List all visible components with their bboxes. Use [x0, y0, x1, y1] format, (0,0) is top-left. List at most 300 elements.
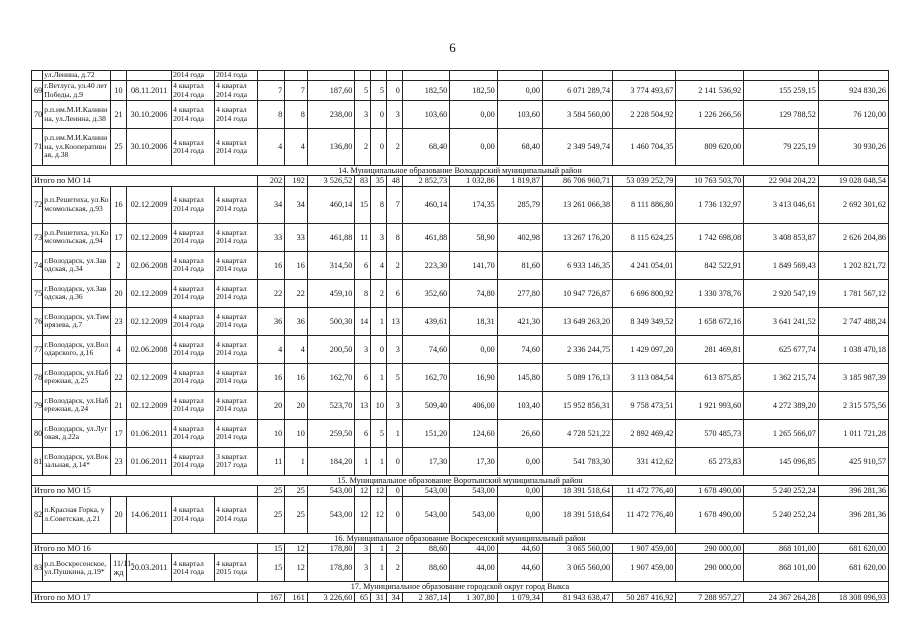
value-cell: 162,70 [402, 363, 449, 391]
row-number-cell: 82 [32, 496, 43, 533]
section-heading-row [32, 475, 889, 485]
value-cell: 141,70 [450, 251, 497, 279]
section-title: 17. Муниципальное образование городской округ город Выкса [32, 582, 889, 592]
value-cell: 10 [285, 419, 308, 447]
value-cell: 461,88 [307, 223, 354, 251]
value-cell: 543,00 [402, 496, 449, 533]
section-title: 14. Муниципальное образование Володарский муниципальный район [32, 166, 889, 176]
value-cell: 5 [371, 419, 387, 447]
plan-end-cell: 3 квартал 2017 года [215, 447, 258, 475]
value-cell: 10 947 726,87 [542, 279, 612, 307]
total-value-cell: 12 [371, 486, 387, 496]
value-cell: 74,60 [497, 335, 542, 363]
value-cell: 22 [258, 279, 285, 307]
doc-number-cell: 21 [111, 391, 127, 419]
section-heading-row [32, 166, 889, 176]
plan-end-cell: 4 квартал 2014 года [215, 129, 258, 166]
value-cell: 0 [371, 101, 387, 129]
value-cell [258, 71, 285, 81]
value-cell: 2 [355, 129, 371, 166]
value-cell: 13 649 263,20 [542, 307, 612, 335]
value-cell: 277,80 [497, 279, 542, 307]
plan-end-cell: 4 квартал 2014 года [215, 496, 258, 533]
total-value-cell: 7 288 957,27 [676, 592, 744, 602]
table-row [32, 129, 889, 166]
value-cell: 3 113 084,54 [613, 363, 676, 391]
table-row [32, 71, 889, 81]
value-cell: 439,61 [402, 307, 449, 335]
value-cell: 523,70 [307, 391, 354, 419]
value-cell: 44,00 [450, 554, 497, 582]
address-cell: г.Володарск, ул.Вокзальная, д.14* [43, 447, 111, 475]
value-cell: 6 [355, 251, 371, 279]
value-cell: 4 [258, 129, 285, 166]
value-cell: 30 930,26 [818, 129, 888, 166]
doc-number-cell: 23 [111, 447, 127, 475]
address-cell: р.п.им.М.И.Калинина, ул.Кооперативная, д.38 [43, 129, 111, 166]
value-cell: 184,20 [307, 447, 354, 475]
value-cell: 0 [386, 81, 402, 101]
value-cell: 0,00 [450, 129, 497, 166]
total-value-cell: 543,00 [450, 486, 497, 496]
doc-date-cell: 30.10.2006 [126, 129, 171, 166]
table-row [32, 363, 889, 391]
value-cell: 2 315 575,56 [818, 391, 888, 419]
value-cell: 1 [371, 363, 387, 391]
doc-date-cell: 02.12.2009 [126, 223, 171, 251]
total-value-cell: 2 [386, 544, 402, 554]
value-cell: 1 265 566,07 [744, 419, 819, 447]
plan-end-cell: 4 квартал 2014 года [215, 251, 258, 279]
value-cell: 290 000,00 [676, 554, 744, 582]
total-value-cell: 19 028 048,54 [818, 176, 888, 186]
value-cell: 10 [371, 391, 387, 419]
value-cell: 2 747 488,24 [818, 307, 888, 335]
row-number-cell: 73 [32, 223, 43, 251]
value-cell: 1 [371, 307, 387, 335]
table-row [32, 391, 889, 419]
plan-start-cell: 4 квартал 2014 года [172, 496, 215, 533]
value-cell: 129 788,52 [744, 101, 819, 129]
total-value-cell: 396 281,36 [818, 486, 888, 496]
row-number-cell: 71 [32, 129, 43, 166]
total-value-cell: 5 240 252,24 [744, 486, 819, 496]
total-value-cell: 18 391 518,64 [542, 486, 612, 496]
row-number-cell: 70 [32, 101, 43, 129]
value-cell: 13 [355, 391, 371, 419]
value-cell: 1 460 704,35 [613, 129, 676, 166]
doc-date-cell: 08.11.2011 [126, 81, 171, 101]
value-cell: 402,98 [497, 223, 542, 251]
table-row [32, 554, 889, 582]
value-cell: 459,10 [307, 279, 354, 307]
value-cell: 0 [371, 129, 387, 166]
value-cell: 145,80 [497, 363, 542, 391]
row-number-cell: 81 [32, 447, 43, 475]
address-cell: р.п.им.М.И.Калинина, ул.Ленина, д.38 [43, 101, 111, 129]
value-cell: 625 677,74 [744, 335, 819, 363]
doc-number-cell: 21 [111, 101, 127, 129]
total-row [32, 544, 889, 554]
value-cell: 2 [371, 279, 387, 307]
value-cell: 0 [386, 496, 402, 533]
value-cell: 238,00 [307, 101, 354, 129]
value-cell: 0 [371, 335, 387, 363]
section-heading-row [32, 582, 889, 592]
value-cell: 25 [258, 496, 285, 533]
value-cell: 3 [355, 554, 371, 582]
plan-end-cell: 4 квартал 2014 года [215, 335, 258, 363]
value-cell: 200,50 [307, 335, 354, 363]
plan-start-cell: 4 квартал 2014 года [172, 251, 215, 279]
value-cell: 11 [258, 447, 285, 475]
value-cell: 18,31 [450, 307, 497, 335]
value-cell: 543,00 [450, 496, 497, 533]
value-cell: 2 892 469,42 [613, 419, 676, 447]
value-cell: 12 [371, 496, 387, 533]
total-value-cell: 543,00 [402, 486, 449, 496]
value-cell: 868 101,00 [744, 554, 819, 582]
value-cell: 13 261 066,38 [542, 186, 612, 223]
value-cell: 58,90 [450, 223, 497, 251]
value-cell: 6 [355, 363, 371, 391]
value-cell: 4 [285, 129, 308, 166]
value-cell: 151,20 [402, 419, 449, 447]
total-value-cell: 10 763 503,70 [676, 176, 744, 186]
address-cell: г.Володарск, ул.Луговая, д.22а [43, 419, 111, 447]
value-cell: 3 [386, 335, 402, 363]
value-cell: 7 [285, 81, 308, 101]
plan-end-cell: 4 квартал 2014 года [215, 307, 258, 335]
value-cell: 1 907 459,00 [613, 554, 676, 582]
doc-number-cell: 17 [111, 419, 127, 447]
total-value-cell: 53 039 252,79 [613, 176, 676, 186]
value-cell: 15 [355, 186, 371, 223]
doc-number-cell: 16 [111, 186, 127, 223]
plan-start-cell: 4 квартал 2014 года [172, 554, 215, 582]
value-cell: 34 [285, 186, 308, 223]
value-cell: 1 921 993,60 [676, 391, 744, 419]
total-value-cell: 12 [355, 486, 371, 496]
address-cell: г.Володарск, ул.Заводская, д.36 [43, 279, 111, 307]
total-value-cell: 1 [371, 544, 387, 554]
value-cell: 352,60 [402, 279, 449, 307]
total-value-cell: 44,00 [450, 544, 497, 554]
doc-number-cell: 25 [111, 129, 127, 166]
value-cell: 1 [371, 447, 387, 475]
total-value-cell: 3 226,60 [307, 592, 354, 602]
value-cell: 460,14 [402, 186, 449, 223]
total-value-cell: 543,00 [307, 486, 354, 496]
table-row [32, 81, 889, 101]
doc-date-cell: 20.03.2011 [126, 554, 171, 582]
doc-date-cell: 30.10.2006 [126, 101, 171, 129]
total-value-cell: 25 [258, 486, 285, 496]
value-cell: 36 [285, 307, 308, 335]
value-cell: 842 522,91 [676, 251, 744, 279]
total-value-cell: 24 367 264,28 [744, 592, 819, 602]
value-cell: 0 [386, 447, 402, 475]
value-cell: 7 [386, 186, 402, 223]
value-cell: 3 [355, 335, 371, 363]
total-value-cell: 202 [258, 176, 285, 186]
value-cell: 81,60 [497, 251, 542, 279]
total-label: Итого по МО 16 [32, 544, 258, 554]
value-cell: 613 875,85 [676, 363, 744, 391]
value-cell: 68,40 [402, 129, 449, 166]
total-value-cell: 2 852,73 [402, 176, 449, 186]
value-cell: 6 [386, 279, 402, 307]
doc-date-cell [126, 71, 171, 81]
table-row [32, 186, 889, 223]
section-title: 16. Муниципальное образование Воскресенский муниципальный район [32, 533, 889, 543]
value-cell: 3 774 493,67 [613, 81, 676, 101]
value-cell: 15 952 856,31 [542, 391, 612, 419]
value-cell: 4 [285, 335, 308, 363]
total-value-cell: 31 [371, 592, 387, 602]
value-cell: 74,80 [450, 279, 497, 307]
value-cell: 0,00 [497, 81, 542, 101]
value-cell: 136,80 [307, 129, 354, 166]
total-row [32, 592, 889, 602]
value-cell: 809 620,00 [676, 129, 744, 166]
value-cell: 421,30 [497, 307, 542, 335]
value-cell: 3 065 560,00 [542, 554, 612, 582]
value-cell: 3 584 560,00 [542, 101, 612, 129]
value-cell: 8 115 624,25 [613, 223, 676, 251]
doc-number-cell: 2 [111, 251, 127, 279]
address-cell: п.Красная Горка, ул.Советская, д.21 [43, 496, 111, 533]
doc-date-cell: 01.06.2011 [126, 419, 171, 447]
value-cell: 509,40 [402, 391, 449, 419]
doc-number-cell: 10 [111, 81, 127, 101]
plan-start-cell: 4 квартал 2014 года [172, 129, 215, 166]
value-cell: 1 226 266,56 [676, 101, 744, 129]
table-row [32, 419, 889, 447]
value-cell: 8 [258, 101, 285, 129]
value-cell: 461,88 [402, 223, 449, 251]
value-cell: 178,80 [307, 554, 354, 582]
doc-number-cell: 17 [111, 223, 127, 251]
table-row [32, 307, 889, 335]
total-value-cell: 2 387,14 [402, 592, 449, 602]
plan-start-cell: 4 квартал 2014 года [172, 186, 215, 223]
value-cell: 5 [355, 81, 371, 101]
value-cell: 331 412,62 [613, 447, 676, 475]
row-number-cell: 75 [32, 279, 43, 307]
value-cell: 11 472 776,40 [613, 496, 676, 533]
table-row [32, 335, 889, 363]
value-cell: 8 [355, 279, 371, 307]
plan-start-cell: 4 квартал 2014 года [172, 419, 215, 447]
total-value-cell: 48 [386, 176, 402, 186]
value-cell: 5 [386, 363, 402, 391]
address-cell: г.Володарск, ул.Набережная, д.25 [43, 363, 111, 391]
table-row [32, 279, 889, 307]
value-cell [497, 71, 542, 81]
value-cell: 3 [355, 101, 371, 129]
total-value-cell: 1 079,34 [497, 592, 542, 602]
value-cell: 74,60 [402, 335, 449, 363]
value-cell: 570 485,73 [676, 419, 744, 447]
value-cell: 33 [285, 223, 308, 251]
value-cell: 1 781 567,12 [818, 279, 888, 307]
total-value-cell: 0 [386, 486, 402, 496]
table-row [32, 496, 889, 533]
value-cell: 20 [258, 391, 285, 419]
value-cell: 5 089 176,13 [542, 363, 612, 391]
doc-date-cell: 02.12.2009 [126, 391, 171, 419]
value-cell: 88,60 [402, 554, 449, 582]
value-cell: 4 728 521,22 [542, 419, 612, 447]
value-cell [371, 71, 387, 81]
total-value-cell: 83 [355, 176, 371, 186]
row-number-cell: 79 [32, 391, 43, 419]
total-label: Итого по МО 14 [32, 176, 258, 186]
value-cell: 1 658 672,16 [676, 307, 744, 335]
value-cell: 145 096,85 [744, 447, 819, 475]
value-cell [402, 71, 449, 81]
plan-end-cell: 4 квартал 2014 года [215, 223, 258, 251]
address-cell: г.Володарск, ул.Заводская, д.34 [43, 251, 111, 279]
total-value-cell: 65 [355, 592, 371, 602]
value-cell: 10 [258, 419, 285, 447]
value-cell: 79 225,19 [744, 129, 819, 166]
value-cell: 36 [258, 307, 285, 335]
doc-number-cell: 22 [111, 363, 127, 391]
row-number-cell: 74 [32, 251, 43, 279]
total-value-cell: 1 907 459,00 [613, 544, 676, 554]
value-cell: 103,40 [497, 391, 542, 419]
value-cell: 1 362 215,74 [744, 363, 819, 391]
value-cell: 16 [258, 251, 285, 279]
value-cell: 18 391 518,64 [542, 496, 612, 533]
value-cell: 17,30 [450, 447, 497, 475]
value-cell: 8 111 886,80 [613, 186, 676, 223]
value-cell: 1 678 490,00 [676, 496, 744, 533]
value-cell: 0,00 [497, 447, 542, 475]
address-cell: р.п.Решетиха, ул.Комсомольская, д.94 [43, 223, 111, 251]
plan-end-cell: 4 квартал 2014 года [215, 81, 258, 101]
value-cell [285, 71, 308, 81]
address-cell: г.Володарск, ул.Тимирязева, д.7 [43, 307, 111, 335]
value-cell: 2 692 301,62 [818, 186, 888, 223]
total-value-cell: 290 000,00 [676, 544, 744, 554]
value-cell: 3 185 987,39 [818, 363, 888, 391]
plan-start-cell: 4 квартал 2014 года [172, 335, 215, 363]
plan-end-cell: 4 квартал 2014 года [215, 391, 258, 419]
total-value-cell: 1 032,86 [450, 176, 497, 186]
value-cell: 13 [386, 307, 402, 335]
total-value-cell: 178,80 [307, 544, 354, 554]
value-cell: 103,60 [497, 101, 542, 129]
total-value-cell: 50 287 416,92 [613, 592, 676, 602]
value-cell: 1 202 821,72 [818, 251, 888, 279]
page-number: 6 [449, 40, 456, 55]
doc-date-cell: 01.06.2011 [126, 447, 171, 475]
value-cell: 174,35 [450, 186, 497, 223]
total-value-cell: 15 [258, 544, 285, 554]
value-cell: 44,60 [497, 554, 542, 582]
total-value-cell: 11 472 776,40 [613, 486, 676, 496]
plan-end-cell: 4 квартал 2015 года [215, 554, 258, 582]
value-cell: 6 696 800,92 [613, 279, 676, 307]
value-cell: 0,00 [497, 496, 542, 533]
total-value-cell: 681 620,00 [818, 544, 888, 554]
value-cell: 103,60 [402, 101, 449, 129]
value-cell: 1 [371, 554, 387, 582]
value-cell [542, 71, 612, 81]
table-row [32, 251, 889, 279]
total-value-cell: 3 [355, 544, 371, 554]
value-cell: 6 [355, 419, 371, 447]
plan-start-cell: 4 квартал 2014 года [172, 223, 215, 251]
value-cell: 1 [355, 447, 371, 475]
value-cell: 11 [355, 223, 371, 251]
value-cell: 155 259,15 [744, 81, 819, 101]
value-cell [307, 71, 354, 81]
value-cell: 16 [285, 363, 308, 391]
value-cell: 1 [285, 447, 308, 475]
value-cell [818, 71, 888, 81]
value-cell: 26,60 [497, 419, 542, 447]
total-value-cell: 86 706 960,71 [542, 176, 612, 186]
total-value-cell: 25 [285, 486, 308, 496]
value-cell: 2 [386, 251, 402, 279]
row-number-cell: 76 [32, 307, 43, 335]
total-value-cell: 88,60 [402, 544, 449, 554]
value-cell: 25 [285, 496, 308, 533]
value-cell: 0,00 [450, 101, 497, 129]
value-cell: 9 758 473,51 [613, 391, 676, 419]
table-body [32, 71, 889, 603]
total-label: Итого по МО 17 [32, 592, 258, 602]
doc-date-cell: 02.12.2009 [126, 186, 171, 223]
section-heading-row [32, 533, 889, 543]
value-cell: 223,30 [402, 251, 449, 279]
value-cell: 182,50 [402, 81, 449, 101]
plan-start-cell: 4 квартал 2014 года [172, 307, 215, 335]
value-cell: 2 228 504,92 [613, 101, 676, 129]
doc-number-cell: 4 [111, 335, 127, 363]
value-cell: 681 620,00 [818, 554, 888, 582]
value-cell: 4 [371, 251, 387, 279]
total-value-cell: 192 [285, 176, 308, 186]
total-value-cell: 35 [371, 176, 387, 186]
address-cell: р.п.Решетиха, ул.Комсомольская, д.93 [43, 186, 111, 223]
value-cell: 1 736 132,97 [676, 186, 744, 223]
value-cell: 1 038 470,18 [818, 335, 888, 363]
total-value-cell: 22 904 204,22 [744, 176, 819, 186]
total-row [32, 486, 889, 496]
value-cell: 281 469,81 [676, 335, 744, 363]
plan-end-cell: 4 квартал 2014 года [215, 363, 258, 391]
value-cell: 2 626 204,86 [818, 223, 888, 251]
plan-start-cell: 4 квартал 2014 года [172, 391, 215, 419]
value-cell: 162,70 [307, 363, 354, 391]
total-value-cell: 0,00 [497, 486, 542, 496]
value-cell: 1 [386, 419, 402, 447]
total-row [32, 176, 889, 186]
value-cell: 2 920 547,19 [744, 279, 819, 307]
row-number-cell [32, 71, 43, 81]
doc-number-cell: 23 [111, 307, 127, 335]
value-cell: 12 [285, 554, 308, 582]
value-cell: 285,79 [497, 186, 542, 223]
value-cell: 2 141 536,92 [676, 81, 744, 101]
plan-start-cell: 4 квартал 2014 года [172, 279, 215, 307]
value-cell: 68,40 [497, 129, 542, 166]
